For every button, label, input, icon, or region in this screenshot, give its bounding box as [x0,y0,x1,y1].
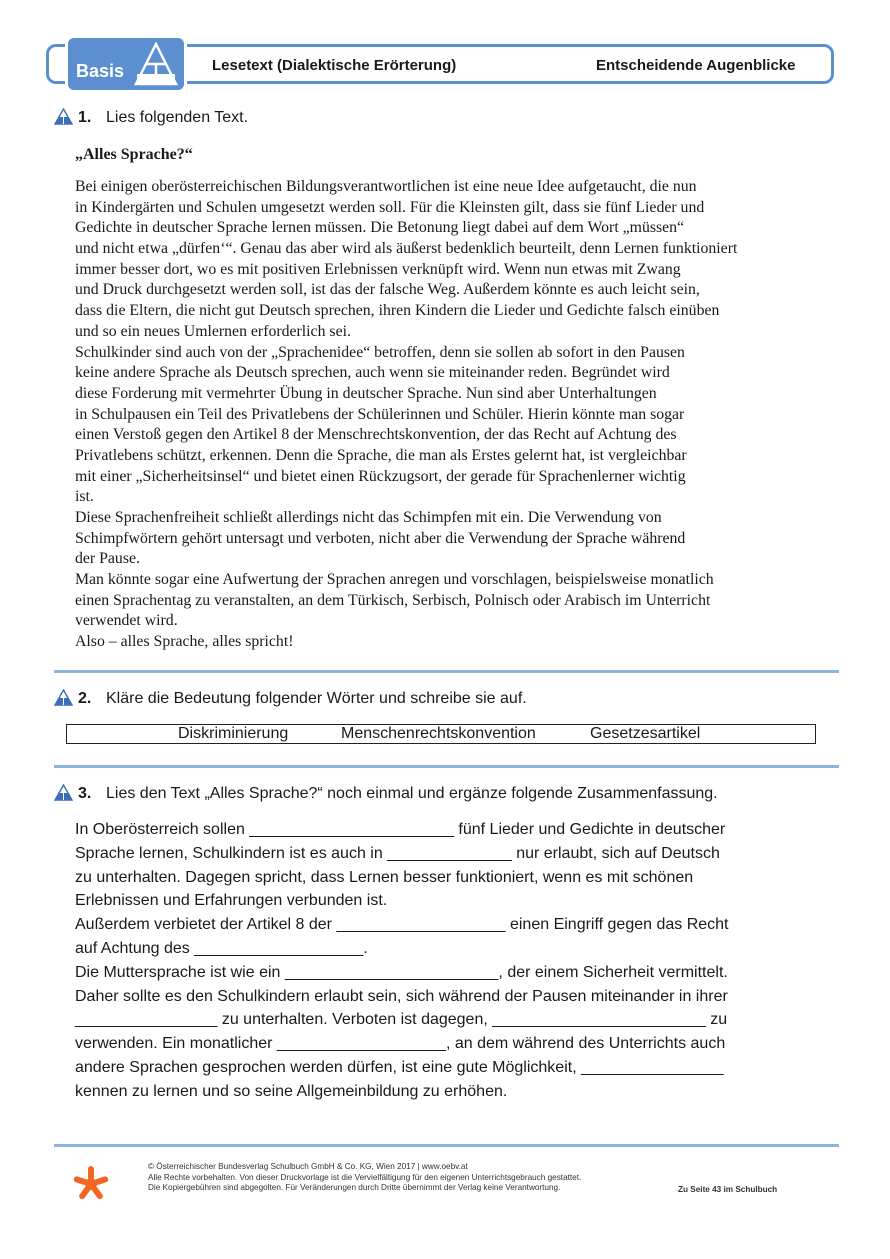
article-line: und nicht etwa „dürfen‘“. Genau das aber wird als äußerst bedenklich beurteilt, denn Lernen funktioniert [75,240,738,258]
cloze-line: auf Achtung des ___________________. [75,939,368,957]
article-line: in Schulpausen ein Teil des Privatlebens der Schülerinnen und Schüler. Hierin könnte man sogar [75,405,685,423]
basis-level-icon [54,689,73,706]
article-line: und so ein neues Umlernen erforderlich sei. [75,322,351,340]
article-line: diese Forderung mit vermehrter Übung in deutscher Sprache. Nun sind aber Unterhaltungen [75,384,657,402]
article-text [75,177,845,653]
article-line: Privatlebens schützt, erkennen. Denn die Sprache, die man als Erstes gelernt hat, ist vergleichbar [75,446,687,464]
cloze-line: Außerdem verbietet der Artikel 8 der ___________________ einen Eingriff gegen das Recht [75,916,729,934]
article-title: „Alles Sprache?“ [75,146,193,163]
copyright-notice [148,1162,581,1194]
article-line: einen Sprachentag zu veranstalten, an dem Türkisch, Serbisch, Polnisch oder Arabisch im Unterricht [75,591,711,609]
article-line: Diese Sprachenfreiheit schließt allerdings nicht das Schimpfen mit ein. Die Verwendung von [75,509,662,526]
cloze-line: ________________ zu unterhalten. Verboten ist dagegen, ________________________ zu [75,1011,728,1029]
task2-number: 2. [78,690,92,707]
article-line: Gedichte in deutscher Sprache lernen müssen. Die Betonung liegt dabei auf dem Wort „müssen“ [75,219,685,237]
article-line: Bei einigen oberösterreichischen Bildungsverantwortlichen ist eine neue Idee aufgetaucht, die nun [75,178,697,195]
article-line: Schimpfwörtern gehört untersagt und verboten, nicht aber die Verwendung der Sprache während [75,529,686,547]
cloze-line: Erlebnissen und Erfahrungen verbunden ist. [75,892,388,910]
level-pyramid-icon [134,42,178,86]
article-line: ist. [75,488,94,506]
article-line: der Pause. [75,550,140,568]
basis-badge [68,38,184,90]
section-divider [54,670,839,673]
article-line: einen Verstoß gegen den Artikel 8 der Menschrechtskonvention, der das Recht auf Achtung des [75,426,677,444]
chapter-topic: Entscheidende Augenblicke [596,57,796,74]
article-line: keine andere Sprache als Deutsch sprechen, auch wenn sie miteinander reden. Begründet wird [75,364,670,382]
article-line: verwendet wird. [75,612,178,630]
word-item: Gesetzesartikel [590,725,701,742]
cloze-line: kennen zu lernen und so seine Allgemeinbildung zu erhöhen. [75,1082,508,1100]
cloze-line: Die Muttersprache ist wie ein ________________________, der einem Sicherheit vermittelt. [75,963,728,981]
article-line: Also – alles Sprache, alles spricht! [75,633,294,651]
cloze-line: Sprache lernen, Schulkindern ist es auch in ______________ nur erlaubt, sich auf Deutsch [75,844,720,862]
basis-level-icon [54,108,73,125]
task3-number: 3. [78,785,92,802]
footer-line: Die Kopiergebühren sind abgegolten. Für Veränderungen durch Dritte übernimmt der Verlag keine Verantwortung. [148,1183,561,1193]
footer-line: © Österreichischer Bundesverlag Schulbuch GmbH & Co. KG, Wien 2017 | www.oebv.at [148,1162,468,1171]
cloze-line: zu unterhalten. Dagegen spricht, dass Lernen besser funktioniert, wenn es mit schönen [75,868,694,886]
section-divider [54,765,839,768]
article-line: Man könnte sogar eine Aufwertung der Sprachen anregen und vorschlagen, beispielsweise monatlich [75,571,714,589]
article-line: und Druck durchgesetzt werden soll, ist das der falsche Weg. Außerdem könnte es auch leicht sein, [75,281,700,299]
task3-instruction: Lies den Text „Alles Sprache?“ noch einmal und ergänze folgende Zusammenfassung. [106,785,718,802]
article-line: mit einer „Sicherheitsinsel“ und bietet einen Rückzugsort, der gerade für Sprachenlerner wichtig [75,467,686,485]
article-line: dass die Eltern, die nicht gut Deutsch sprechen, ihren Kindern die Lieder und Gedichte falsch einüben [75,302,720,320]
cloze-line: verwenden. Ein monatlicher ___________________, an dem während des Unterrichts auch [75,1035,726,1053]
footer-divider [54,1144,839,1147]
task1-instruction: Lies folgenden Text. [106,109,249,126]
word-item: Diskriminierung [178,725,289,742]
cloze-line: Daher sollte es den Schulkindern erlaubt sein, sich während der Pausen miteinander in ihrer [75,987,728,1005]
publisher-logo-icon [72,1165,110,1203]
textbook-page-reference: Zu Seite 43 im Schulbuch [678,1185,778,1194]
article-line: Schulkinder sind auch von der „Sprachenidee“ betroffen, denn sie sollen ab sofort in den Pausen [75,343,685,361]
article-line: immer besser dort, wo es mit positiven Erlebnissen verknüpft wird. Wenn nun etwas mit Zwang [75,260,681,278]
footer-line: Alle Rechte vorbehalten. Von dieser Druckvorlage ist die Vervielfältigung für den eigenen Unterrichtsgebrauch gestattet. [148,1172,582,1182]
basis-level-icon [54,784,73,801]
word-item: Menschenrechtskonvention [341,725,536,742]
cloze-line: andere Sprachen gesprochen werden dürfen, ist eine gute Möglichkeit, ________________ [75,1058,724,1076]
task1-number: 1. [78,109,92,126]
article-line: in Kindergärten und Schulen umgesetzt werden soll. Für die Kleinsten gilt, dass sie fünf Lieder und [75,198,705,216]
summary-cloze-text [75,818,845,1104]
basis-label: Basis [76,61,125,81]
task2-instruction: Kläre die Bedeutung folgender Wörter und schreibe sie auf. [106,690,527,707]
cloze-line: In Oberösterreich sollen _______________________ fünf Lieder und Gedichte in deutscher [75,821,726,838]
worksheet-type: Lesetext (Dialektische Erörterung) [212,57,457,74]
